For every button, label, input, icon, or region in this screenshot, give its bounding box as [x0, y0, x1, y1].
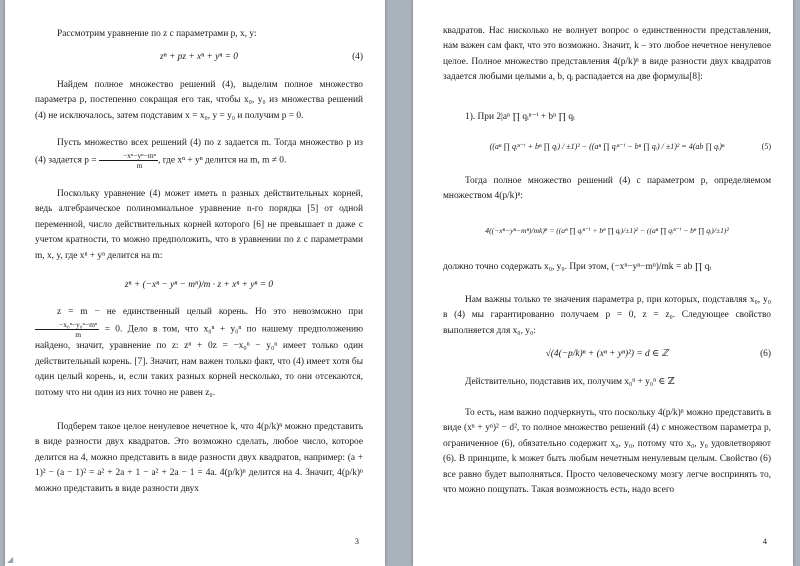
m-fraction-denominator: m: [75, 330, 82, 340]
paragraph-r7: То есть, нам важно подчеркнуть, что поскольку 4(p/k)ⁿ можно представить в виде (xⁿ + yⁿ)² − d², то полное множество решений (4) с множеством параметра p, ограниченное (6), обязательно содержит x₀, y₀, потому что x₀, y₀ удовлетворяют (6). В принципе, k может быть любым нечетным ненулевым целым. Свойство (6) все равно будет выполняться. Просто человеческому мозгу легче воспринять то, что можно пощупать. Такая возможность есть, надо всего: [443, 408, 771, 496]
equation-4-number: (4): [352, 52, 363, 62]
paragraph-4: Поскольку уравнение (4) может иметь n разных действительных корней, ведь алгебраическое полиномиальное уравнение n-го порядка [5] от одной переменной, число действительных корней которого [6] не превышает n даже с учетом кратности, то можно предположить, что в уравнении по z с параметрами m, x, y, где xⁿ + yⁿ делится на m:: [35, 189, 363, 261]
equation-r7: [443, 347, 771, 362]
p-fraction-numerator: −xⁿ−yⁿ−mⁿ: [99, 151, 158, 161]
paragraph-r1: квадратов. Нас нисколько не волнует вопрос о единственности представления, нам важен сам факт, что это возможно. Значит, k – это любое нечетное ненулевое целое. Полное множество представления 4(p/k)ⁿ в виде разности двух квадратов задается любыми целыми a, b, qᵢ распадается на две формулы[8]:: [443, 26, 771, 83]
paragraph-3-start: Пусть множество всех решений (4) по z задается m. Тогда множество p из (4) задается p =: [35, 138, 363, 167]
page-right: [413, 0, 793, 566]
paragraph-5-end: = 0. Дело в том, что x₀ⁿ + y₀ⁿ по нашему предположению найдено, значит, уравнение по z: zⁿ + 0z = −x₀ⁿ − y₀ⁿ имеет только один действительный корень. [7]. Значит, нам важен только факт, что (4) имеет хотя бы один целый корень, и, если таких разных корней несколько, то они отсекаются, потому что ни один из них точно не равен z₀.: [35, 325, 364, 398]
paragraph-5-start: z = m − не единственный целый корень. Но это невозможно при: [57, 307, 363, 317]
equation-substituted: [35, 278, 363, 293]
paragraph-r6: Действительно, подставив их, получим x₀ⁿ + y₀ⁿ ∈ ℤ: [465, 377, 675, 387]
equation-r7-text: √(4(−p/k)ⁿ + (xⁿ + yⁿ)²) = d ∈ ℤ: [545, 349, 669, 359]
paragraph-r4: должно точно содержать x₀, y₀. При этом, (−xⁿ−yⁿ−mⁿ)/mk = ab ∏ qᵢ: [443, 262, 711, 272]
equation-r5-text: ((aⁿ ∏ qᵢⁿ⁻ⁱ + bⁿ ∏ qᵢ) / ±1)² − ((aⁿ ∏ qᵢⁿ⁻ⁱ − bⁿ ∏ qᵢ) / ±1)² = 4(ab ∏ qᵢ)ⁿ: [489, 142, 725, 151]
p-fraction: [99, 151, 158, 170]
m-fraction: [35, 320, 99, 339]
paragraph-r2: 1). При 2|aⁿ ∏ qᵢⁿ⁻ⁱ + bⁿ ∏ qᵢ: [465, 112, 575, 122]
equation-r5-number: (5): [761, 142, 771, 151]
equation-r6-text: 4((−xⁿ−yⁿ−mⁿ)/mk)ⁿ = ((aⁿ ∏ qᵢⁿ⁻ⁱ + bⁿ ∏ qᵢ)/±1)² − ((aⁿ ∏ qᵢⁿ⁻ⁱ − bⁿ ∏ qᵢ)/±1)²: [485, 226, 729, 235]
paragraph-1: Рассмотрим уравнение по z с параметрами p, x, y:: [57, 29, 257, 39]
page-corner-mark: ◢: [7, 555, 14, 564]
m-fraction-numerator: −x₀ⁿ−y₀ⁿ−mⁿ: [35, 320, 99, 330]
page-left: [5, 0, 385, 566]
paragraph-2: Найдем полное множество решений (4), выделим полное множество параметра p, постепенно сокращая его так, чтобы x₀, y₀ из множества решений (4) не исключалось, затем подставим x = x₀, y = y₀ и получим p = 0.: [35, 80, 363, 121]
paragraph-3-end: , где xⁿ + yⁿ делится на m, m ≠ 0.: [158, 156, 287, 167]
page-number-left: 3: [354, 536, 359, 546]
equation-4-text: zⁿ + pz + xⁿ + yⁿ = 0: [160, 52, 238, 62]
paragraph-6: Подберем такое целое ненулевое нечетное k, что 4(p/k)ⁿ можно представить в виде разности двух квадратов. Это возможно сделать, любое число, которое делится на 4, можно представить в виде разности двух квадратов, например: (a + 1)² − (a − 1)² = a² + 2a + 1 − a² + 2a − 1 = 4a. 4(p/k)ⁿ делится на 4. Значит, 4(p/k)ⁿ можно представить в виде разности двух: [35, 422, 363, 494]
equation-4: [35, 50, 363, 65]
paragraph-r3: Тогда полное множество решений (4) с параметром p, определяемом множеством 4(p/k)ⁿ:: [443, 176, 771, 202]
paragraph-r5: Нам важны только те значения параметра p, при которых, подставляя x₀, y₀ в (4) мы гарантированно получаем p = 0, z = z₀. Следующее свойство выполняется для x₀, y₀:: [443, 295, 771, 336]
equation-substituted-text: zⁿ + (−xⁿ − yⁿ − mⁿ)/m · z + xⁿ + yⁿ = 0: [124, 280, 274, 290]
equation-r5: [443, 139, 771, 154]
paragraph-3: [35, 136, 363, 170]
equation-r6: [443, 223, 771, 238]
p-fraction-denominator: m: [136, 161, 143, 171]
equation-r7-number: (6): [760, 349, 771, 359]
page-number-right: 4: [762, 536, 767, 546]
paragraph-5: [35, 305, 363, 401]
